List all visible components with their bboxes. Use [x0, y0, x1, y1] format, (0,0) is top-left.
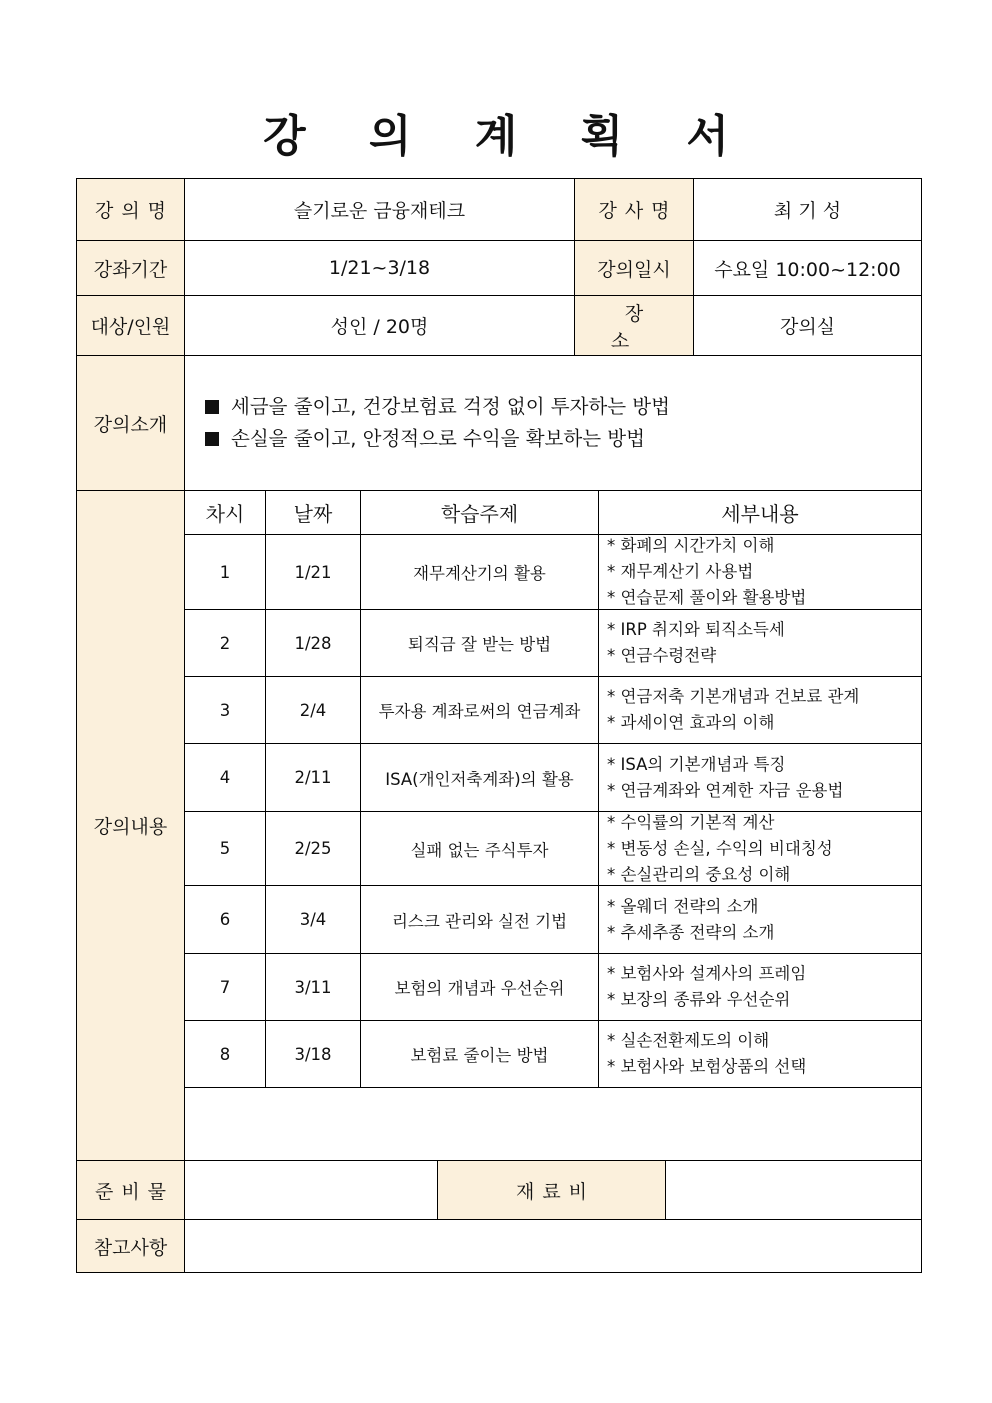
intro-line — [205, 391, 670, 423]
row-topic: 실패 없는 주식투자 — [360, 811, 599, 886]
row-details — [598, 953, 922, 1021]
detail-line: * IRP 취지와 퇴직소득세 — [607, 620, 785, 639]
col-header-date: 날짜 — [265, 490, 361, 535]
materials-label: 준비물 — [76, 1160, 185, 1220]
row-date: 3/11 — [265, 953, 361, 1021]
instructor-value: 최 기 성 — [693, 178, 922, 241]
detail-line: * 수익률의 기본적 계산 — [607, 812, 775, 832]
instructor-label: 강사명 — [574, 178, 694, 241]
row-date: 3/4 — [265, 885, 361, 954]
location-value: 강의실 — [693, 295, 922, 356]
row-date: 3/18 — [265, 1020, 361, 1088]
row-topic: 퇴직금 잘 받는 방법 — [360, 609, 599, 677]
row-details — [598, 609, 922, 677]
detail-line: * 연습문제 풀이와 활용방법 — [607, 588, 807, 607]
detail-line: * 변동성 손실, 수익의 비대칭성 — [607, 838, 833, 858]
detail-line: * 보험사와 보험상품의 선택 — [607, 1057, 807, 1076]
intro-box — [184, 355, 922, 491]
row-date: 2/11 — [265, 743, 361, 812]
row-no: 6 — [184, 885, 266, 954]
detail-line: * 연금저축 기본개념과 건보료 관계 — [607, 687, 860, 706]
row-no: 1 — [184, 534, 266, 610]
detail-line: * 추세추종 전략의 소개 — [607, 922, 775, 942]
schedule-label: 강의일시 — [574, 240, 694, 296]
row-no: 4 — [184, 743, 266, 812]
square-bullet-icon — [205, 400, 219, 414]
intro-line-text: 세금을 줄이고, 건강보험료 걱정 없이 투자하는 방법 — [231, 395, 670, 418]
schedule-value: 수요일 10:00~12:00 — [693, 240, 922, 296]
row-topic: 리스크 관리와 실전 기법 — [360, 885, 599, 954]
notes-label: 참고사항 — [76, 1219, 185, 1273]
materials-value — [184, 1160, 438, 1220]
fee-value — [665, 1160, 922, 1220]
row-details — [598, 811, 922, 886]
row-details — [598, 885, 922, 954]
content-label: 강의내용 — [76, 490, 185, 1161]
row-date: 2/25 — [265, 811, 361, 886]
location-label: 장소 — [574, 295, 694, 356]
notes-value — [184, 1219, 922, 1273]
row-details — [598, 1020, 922, 1088]
period-value: 1/21~3/18 — [184, 240, 575, 296]
row-no: 5 — [184, 811, 266, 886]
detail-line: * 올웨더 전략의 소개 — [607, 896, 759, 916]
col-header-topic: 학습주제 — [360, 490, 599, 535]
col-header-no: 차시 — [184, 490, 266, 535]
row-date: 1/21 — [265, 534, 361, 610]
row-details — [598, 743, 922, 812]
detail-line: * 과세이연 효과의 이해 — [607, 713, 775, 732]
detail-line: * 손실관리의 중요성 이해 — [607, 864, 791, 884]
target-label: 대상/인원 — [76, 295, 185, 356]
row-details — [598, 534, 922, 610]
row-date: 1/28 — [265, 609, 361, 677]
row-topic: 보험의 개념과 우선순위 — [360, 953, 599, 1021]
row-no: 2 — [184, 609, 266, 677]
row-date: 2/4 — [265, 676, 361, 744]
row-topic: 보험료 줄이는 방법 — [360, 1020, 599, 1088]
fee-label: 재료비 — [437, 1160, 666, 1220]
detail-line: * ISA의 기본개념과 특징 — [607, 754, 786, 774]
col-header-details: 세부내용 — [598, 490, 922, 535]
detail-line: * 화폐의 시간가치 이해 — [607, 536, 775, 555]
row-no: 8 — [184, 1020, 266, 1088]
row-no: 7 — [184, 953, 266, 1021]
detail-line: * 연금계좌와 연계한 자금 운용법 — [607, 780, 844, 800]
row-no: 3 — [184, 676, 266, 744]
target-value: 성인 / 20명 — [184, 295, 575, 356]
row-topic: 투자용 계좌로써의 연금계좌 — [360, 676, 599, 744]
detail-line: * 연금수령전략 — [607, 646, 717, 665]
document-title: 강 의 계 획 서 — [263, 111, 753, 162]
intro-line-text: 손실을 줄이고, 안정적으로 수익을 확보하는 방법 — [231, 427, 645, 450]
row-details — [598, 676, 922, 744]
detail-line: * 보험사와 설계사의 프레임 — [607, 964, 807, 983]
detail-line: * 보장의 종류와 우선순위 — [607, 990, 791, 1009]
intro-line — [205, 423, 670, 455]
course-name-value: 슬기로운 금융재테크 — [184, 178, 575, 241]
square-bullet-icon — [205, 432, 219, 446]
period-label: 강좌기간 — [76, 240, 185, 296]
detail-line: * 실손전환제도의 이해 — [607, 1031, 770, 1050]
row-topic: ISA(개인저축계좌)의 활용 — [360, 743, 599, 812]
row-topic: 재무계산기의 활용 — [360, 534, 599, 610]
intro-label: 강의소개 — [76, 355, 185, 491]
course-name-label: 강의명 — [76, 178, 185, 241]
detail-line: * 재무계산기 사용법 — [607, 562, 754, 581]
